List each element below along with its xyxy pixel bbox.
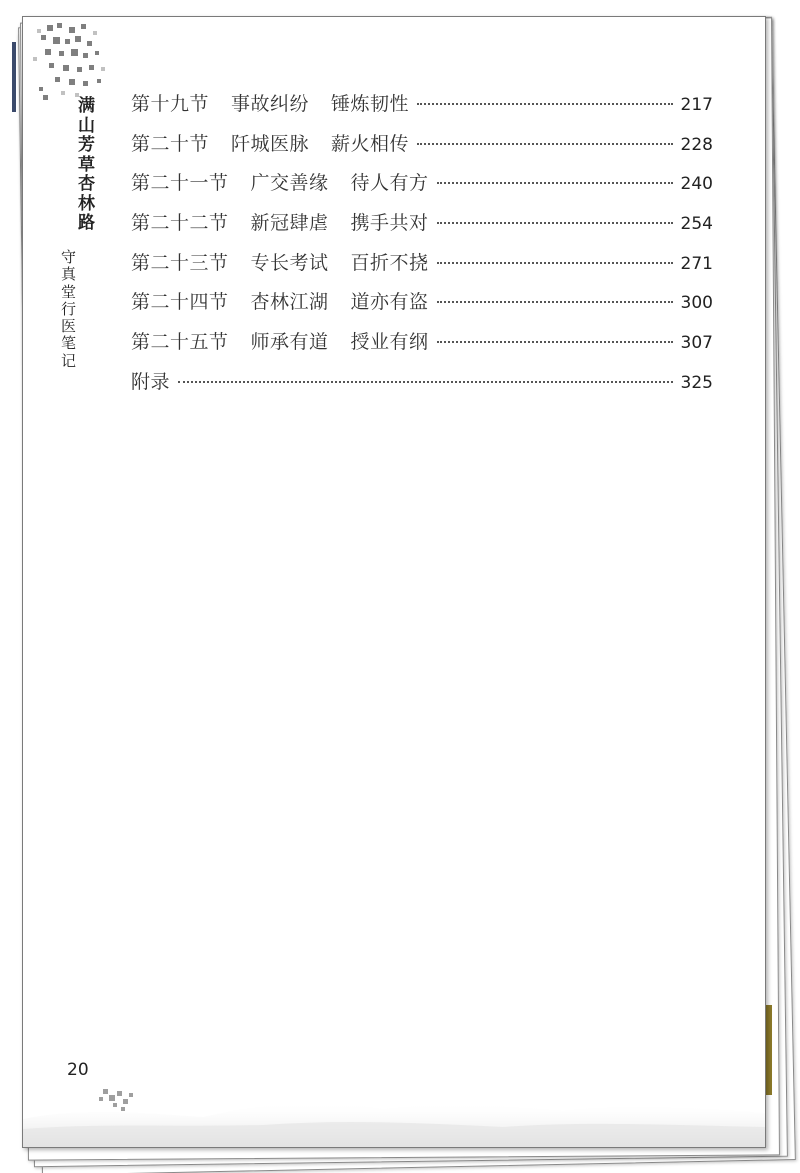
toc-page-number: 240 bbox=[680, 174, 713, 195]
toc-entry[interactable] bbox=[131, 89, 713, 129]
toc-entry[interactable] bbox=[131, 327, 713, 367]
book-title-char: 草 bbox=[78, 154, 96, 175]
toc-page-number: 254 bbox=[680, 214, 713, 235]
toc-leader-dots bbox=[417, 103, 673, 105]
toc-leader-dots bbox=[437, 262, 673, 264]
book-page bbox=[22, 16, 766, 1148]
toc-entry[interactable] bbox=[131, 248, 713, 288]
book-title-char: 山 bbox=[78, 115, 96, 136]
cover-edge-strip bbox=[12, 42, 16, 112]
table-of-contents bbox=[131, 89, 713, 407]
toc-entry-title: 第二十四节 杏林江湖 道亦有盗 bbox=[131, 291, 429, 314]
toc-leader-dots bbox=[437, 182, 673, 184]
book-title-char: 芳 bbox=[78, 135, 96, 156]
toc-entry-title: 第二十五节 师承有道 授业有纲 bbox=[131, 331, 429, 354]
toc-page-number: 228 bbox=[680, 134, 713, 155]
toc-leader-dots bbox=[417, 143, 673, 145]
toc-entry-title: 附录 bbox=[131, 370, 171, 393]
book-subtitle-char: 笔 bbox=[61, 334, 77, 353]
book-title-char: 路 bbox=[78, 213, 96, 234]
toc-page-number: 217 bbox=[680, 95, 713, 115]
book-title bbox=[78, 97, 95, 370]
toc-leader-dots bbox=[437, 301, 673, 303]
page-number: 20 bbox=[67, 1060, 89, 1080]
book-subtitle-char: 真 bbox=[61, 265, 77, 284]
toc-leader-dots bbox=[178, 381, 673, 383]
book-title-char: 林 bbox=[78, 193, 96, 214]
toc-entry-appendix[interactable] bbox=[131, 367, 713, 407]
book-subtitle-char: 记 bbox=[61, 351, 77, 370]
book-subtitle-char: 医 bbox=[61, 317, 77, 335]
toc-page-number: 307 bbox=[680, 333, 713, 354]
toc-page-number: 300 bbox=[680, 293, 713, 314]
toc-page-number: 271 bbox=[680, 253, 713, 274]
book-title-char: 满 bbox=[78, 96, 96, 116]
toc-leader-dots bbox=[437, 222, 673, 224]
toc-entry[interactable] bbox=[131, 168, 713, 208]
toc-entry-title: 第二十一节 广交善缘 待人有方 bbox=[131, 172, 429, 195]
toc-entry-title: 第二十节 阡城医脉 薪火相传 bbox=[131, 132, 410, 155]
toc-page-number: 325 bbox=[680, 372, 713, 393]
book-subtitle-char: 行 bbox=[61, 299, 77, 318]
toc-entry-title: 第二十二节 新冠肆虐 携手共对 bbox=[131, 212, 429, 235]
toc-entry-title: 第二十三节 专长考试 百折不挠 bbox=[131, 251, 429, 274]
book-subtitle-char: 守 bbox=[61, 248, 77, 266]
toc-entry-title: 第十九节 事故纠纷 锤炼韧性 bbox=[131, 93, 410, 115]
toc-entry[interactable] bbox=[131, 129, 713, 169]
book-subtitle bbox=[61, 97, 76, 370]
book-subtitle-char: 堂 bbox=[61, 282, 77, 301]
ink-landscape-illustration bbox=[23, 1067, 765, 1147]
book-title-vertical bbox=[61, 97, 95, 370]
toc-leader-dots bbox=[437, 341, 673, 343]
toc-entry[interactable] bbox=[131, 208, 713, 248]
toc-entry[interactable] bbox=[131, 287, 713, 327]
book-title-char: 杏 bbox=[78, 174, 96, 195]
